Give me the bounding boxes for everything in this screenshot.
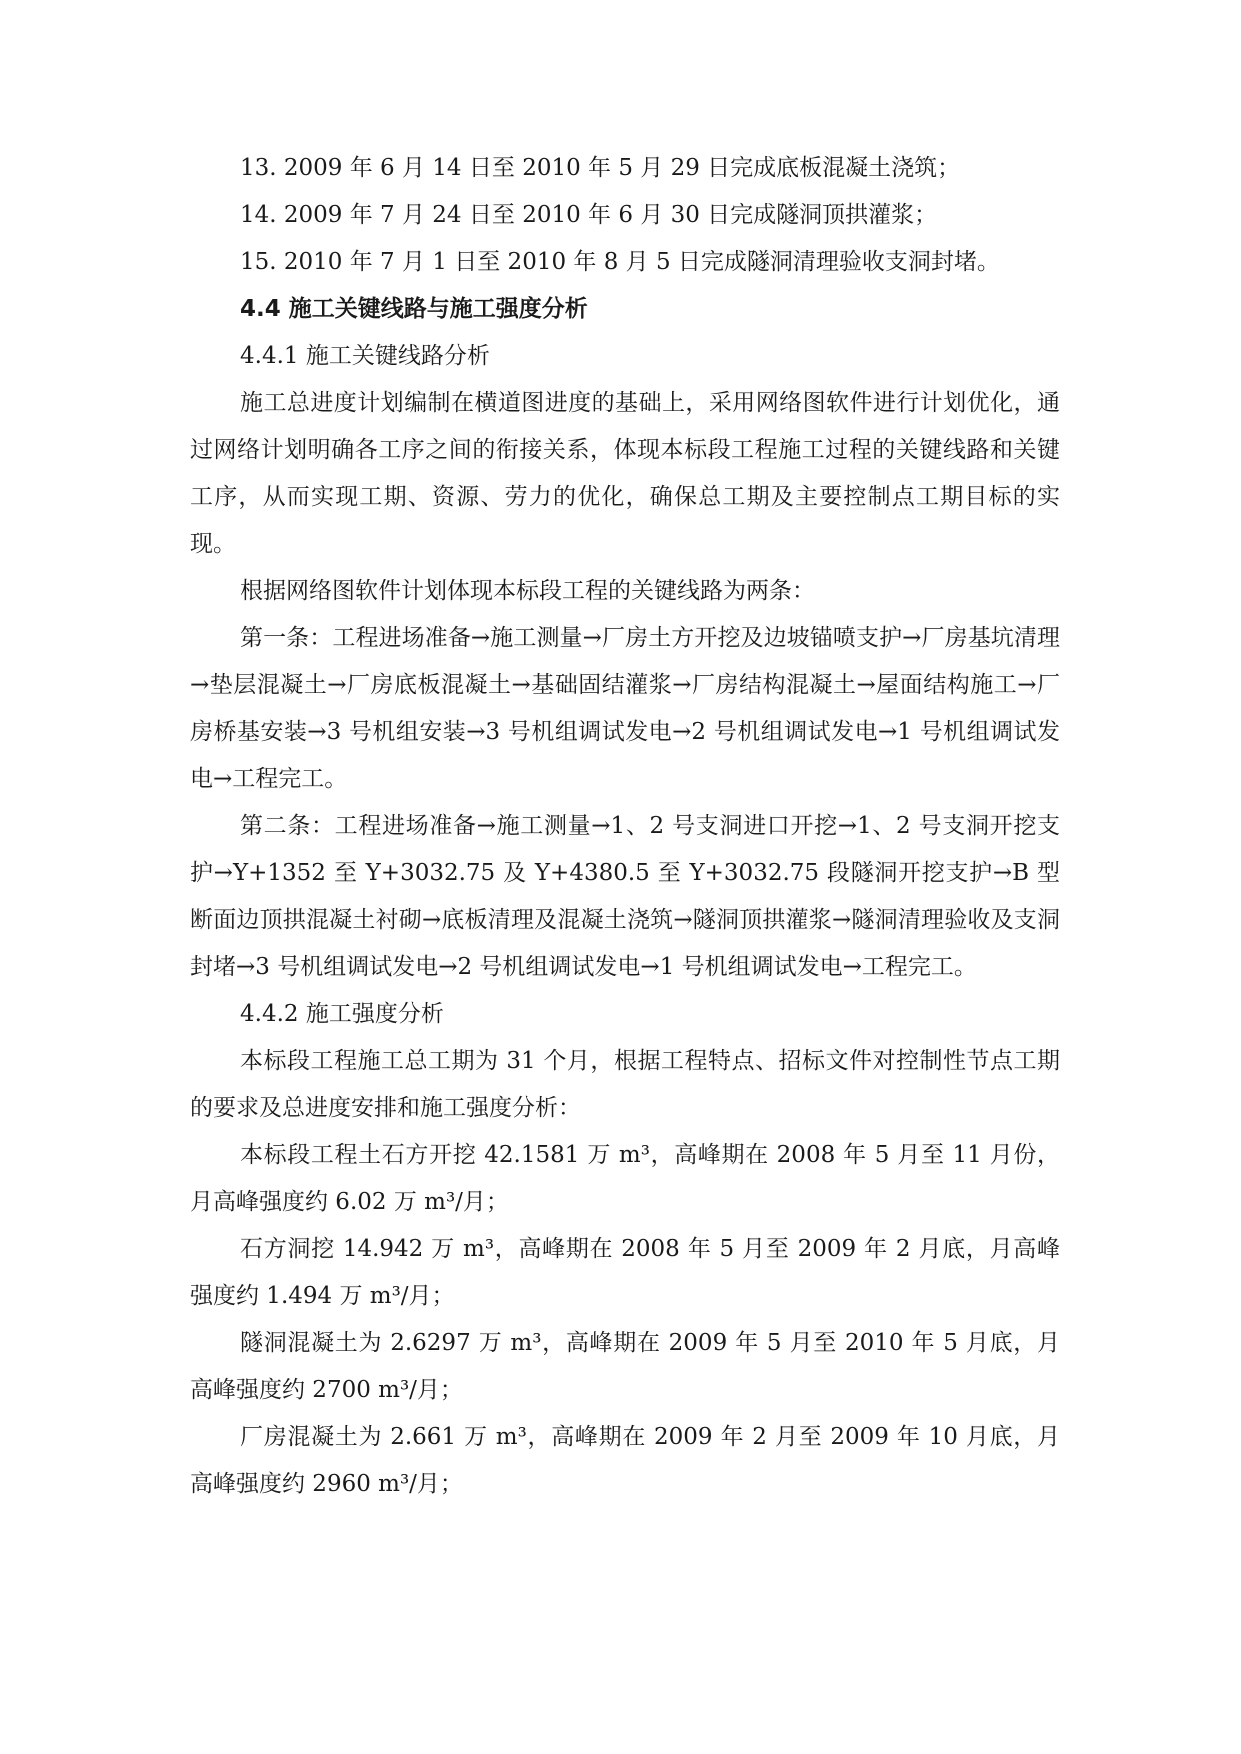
- paragraph-critical-path-1: 第一条：工程进场准备→施工测量→厂房土方开挖及边坡锚喷支护→厂房基坑清理→垫层混凝土→厂房底板混凝土→基础固结灌浆→厂房结构混凝土→屋面结构施工→厂房桥基安装→3 号机组安装→3 号机组调试发电→2 号机组调试发电→1 号机组调试发电→工程完工。: [190, 625, 1060, 792]
- paragraph-critical-path-2: 第二条：工程进场准备→施工测量→1、2 号支洞进口开挖→1、2 号支洞开挖支护→Y+1352 至 Y+3032.75 及 Y+4380.5 至 Y+3032.75 段隧洞开挖支护→B 型断面边顶拱混凝土衬砌→底板清理及混凝土浇筑→隧洞顶拱灌浆→隧洞清理验收及支洞封堵→3 号机组调试发电→2 号机组调试发电→1 号机组调试发电→工程完工。: [190, 813, 1060, 980]
- paragraph-intensity-intro: 本标段工程施工总工期为 31 个月，根据工程特点、招标文件对控制性节点工期的要求及总进度安排和施工强度分析：: [190, 1048, 1060, 1121]
- list-item-15: 15. 2010 年 7 月 1 日至 2010 年 8 月 5 日完成隧洞清理验收支洞封堵。: [240, 249, 1000, 275]
- paragraph-rock-excavation: 石方洞挖 14.942 万 m³，高峰期在 2008 年 5 月至 2009 年 2 月底，月高峰强度约 1.494 万 m³/月；: [190, 1236, 1060, 1309]
- subsection-heading-2: 4.4.2 施工强度分析: [240, 1001, 444, 1027]
- paragraph-schedule-planning: 施工总进度计划编制在横道图进度的基础上，采用网络图软件进行计划优化，通过网络计划明确各工序之间的衔接关系，体现本标段工程施工过程的关键线路和关键工序，从而实现工期、资源、劳力的优化，确保总工期及主要控制点工期目标的实现。: [190, 390, 1060, 557]
- list-item-13: 13. 2009 年 6 月 14 日至 2010 年 5 月 29 日完成底板混凝土浇筑；: [240, 155, 961, 181]
- paragraph-powerhouse-concrete: 厂房混凝土为 2.661 万 m³，高峰期在 2009 年 2 月至 2009 年 10 月底，月高峰强度约 2960 m³/月；: [190, 1424, 1060, 1497]
- section-heading: 4.4 施工关键线路与施工强度分析: [240, 296, 588, 322]
- paragraph-critical-paths-intro: 根据网络图软件计划体现本标段工程的关键线路为两条：: [240, 578, 815, 604]
- list-item-14: 14. 2009 年 7 月 24 日至 2010 年 6 月 30 日完成隧洞顶拱灌浆；: [240, 202, 938, 228]
- paragraph-tunnel-concrete: 隧洞混凝土为 2.6297 万 m³，高峰期在 2009 年 5 月至 2010 年 5 月底，月高峰强度约 2700 m³/月；: [190, 1330, 1060, 1403]
- paragraph-earthwork: 本标段工程土石方开挖 42.1581 万 m³，高峰期在 2008 年 5 月至 11 月份，月高峰强度约 6.02 万 m³/月；: [190, 1142, 1060, 1215]
- document-body: [190, 145, 1060, 1508]
- subsection-heading-1: 4.4.1 施工关键线路分析: [240, 343, 490, 369]
